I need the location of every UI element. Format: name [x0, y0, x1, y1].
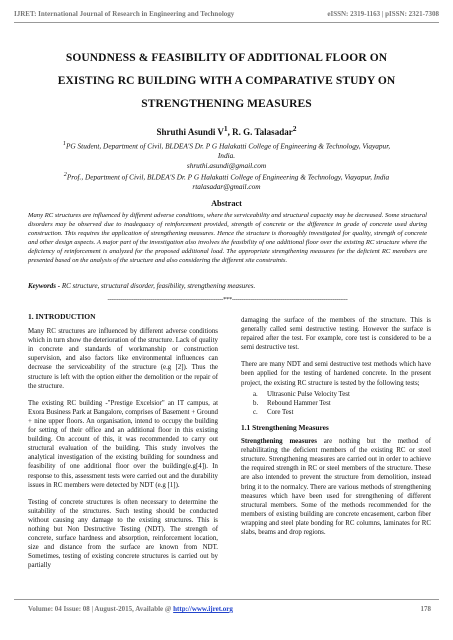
intro-paragraph-2: The existing RC building -"Prestige Excelsior" an IT campus, at Exora Business Park at Bangalore, comprises of Basement + Ground + nine upper floors. An organisation, intend to occupy the building for setting of their office and an additional floor in this existing building. On account of this, it was recommended to carry out structural evaluation of the building. This study involves the analytical investigation of the existing building for soundness and feasibility of one additional floor over the building(e.g[4]). In response to this, assessment tests were carried out and the durability issues in RC members were detected by NDT (e.g [1]). [28, 399, 218, 489]
list-text: Core Test [267, 408, 294, 416]
keywords-text: RC structure, structural disorder, feasibility, strengthening measures. [60, 282, 256, 290]
header-divider [14, 22, 439, 23]
right-paragraph-3 [241, 437, 431, 537]
affiliation-2-sup: 2 [63, 171, 67, 178]
keywords [28, 282, 427, 291]
right-column [241, 316, 431, 545]
section-separator: --------------------------------------------------------------***-------------------------------------------------------------- [107, 296, 348, 303]
affiliation-2-line-1: Prof., Department of Civil, BLDEA'S Dr. P G Halakatti College of Engineering & Technology, Viayapur, India [66, 172, 390, 182]
volume-info [28, 605, 233, 613]
list-marker: b. [253, 399, 259, 407]
intro-paragraph-1: Many RC structures are influenced by different adverse conditions which in turn show the deterioration of the structure. Lack of quality in concrete and standards of workmanship or construction supervision, and also factors like environmental influences can decrease the serviceability of the structure (e.g [2]). Thus the structure is left with the option either the demolition or the repair of the structure. [28, 328, 218, 390]
affiliation-2 [26, 171, 427, 182]
author-1-sup: 1 [223, 124, 228, 133]
list-item [241, 399, 431, 408]
author-list [0, 124, 453, 137]
affiliation-1-line-1: PG Student, Department of Civil, BLDEA'S Dr. P G Halakatti College of Engineering & Technology, Viayapur, [65, 141, 391, 151]
affiliation-1-line-2: India. [217, 151, 236, 161]
paper-title [20, 47, 433, 116]
title-line-2: EXISTING RC BUILDING WITH A COMPARATIVE STUDY ON [57, 75, 396, 87]
affiliation-1-sup: 1 [62, 141, 66, 147]
paragraph-body: are nothing but the method of rehabilitating the deficient members of the existing RC or steel structure. Strengthening measures are carried out in order to achieve the required strength in RC or steel members of the structure. These are also intended to prevent the structure from demolition, instead bring it to the normalcy. There are various methods of strengthening measures which have been used for strengthening of different structural members. Some of the methods recommended for the members of existing building are concrete encasement, carbon fiber wrapping and steel plate bonding for RC columns, laminates for RC slabs, beams and drop regions. [241, 438, 431, 536]
running-footer [28, 605, 431, 613]
list-marker: a. [253, 390, 258, 398]
list-marker: c. [253, 408, 258, 416]
subsection-heading-strengthening: 1.1 Strengthening Measures [241, 422, 329, 432]
email-2: rtalasadar@gmail.com [192, 182, 261, 192]
right-paragraph-1: damaging the surface of the members of the structure. This is generally called semi destructive testing. However the surface is repaired after the test. For example, core test is considered to be a semi destructive test. [241, 317, 431, 352]
left-column [28, 312, 218, 578]
paragraph-lead-term: Strengthening measures [241, 438, 317, 446]
page-number: 178 [420, 605, 431, 613]
affiliations [26, 140, 427, 192]
list-item [241, 408, 431, 417]
affiliation-1 [26, 140, 427, 151]
journal-link[interactable]: http://www.ijret.org [173, 605, 233, 613]
volume-text: Volume: 04 Issue: 08 | August-2015, Available @ [28, 605, 174, 613]
author-2: R. G. Talasadar [232, 127, 293, 137]
test-list [241, 390, 431, 417]
journal-name: IJRET: International Journal of Research in Engineering and Technology [14, 10, 235, 18]
title-line-3: STRENGTHENING MEASURES [141, 98, 312, 110]
abstract-heading: Abstract [211, 199, 242, 208]
email-1: shruthi.asundi@gmail.com [186, 161, 267, 171]
list-item [241, 390, 431, 399]
running-header [14, 10, 439, 18]
keywords-label: Keywords - [28, 282, 61, 290]
author-1: Shruthi Asundi V [156, 127, 224, 137]
author-2-sup: 2 [292, 124, 297, 133]
intro-paragraph-3: Testing of concrete structures is often necessary to determine the suitability of the structures. Such testing should be conducted without causing any damage to the existing structures. This is nothing but Non Destructive Testing (NDT). The strength of concrete, surface hardness and absorption, reinforcement location, size and distance from the surface are known from NDT. Sometimes, testing of existing concrete structures is carried out by partially [28, 498, 218, 570]
title-line-1: SOUNDNESS & FEASIBILITY OF ADDITIONAL FLOOR ON [65, 52, 388, 64]
list-text: Rebound Hammer Test [267, 399, 331, 407]
right-paragraph-2: There are many NDT and semi destructive test methods which have been applied for the testing of hardened concrete. In the present project, the existing RC structure is tested by the following tests; [241, 361, 431, 387]
section-heading-introduction: 1. INTRODUCTION [28, 312, 96, 321]
list-text: Ultrasonic Pulse Velocity Test [267, 390, 350, 398]
issn-info: eISSN: 2319-1163 | pISSN: 2321-7308 [327, 10, 439, 18]
author-separator: , [227, 127, 233, 137]
abstract-text: Many RC structures are influenced by different adverse conditions, where the serviceability and structural capacity may be decreased. Some structural disorders may be observed due to inadequacy of reinforcement provided, strength of concrete or the difference in grade of concrete used during construction. This requires the application of strengthening measures. Hence the structure is thoroughly investigated for quality, strength of concrete and other design aspects. A major part of the investigation also involves the feasibility of one additional floor over the existing RC structure where the deficiency of reinforcement is analyzed for the proposed additional load. The appropriate strengthening measures for the deficient RC members are presented based on the analysis of the structure and also considering the different site constraints. [28, 212, 427, 265]
footer-divider [14, 599, 439, 600]
